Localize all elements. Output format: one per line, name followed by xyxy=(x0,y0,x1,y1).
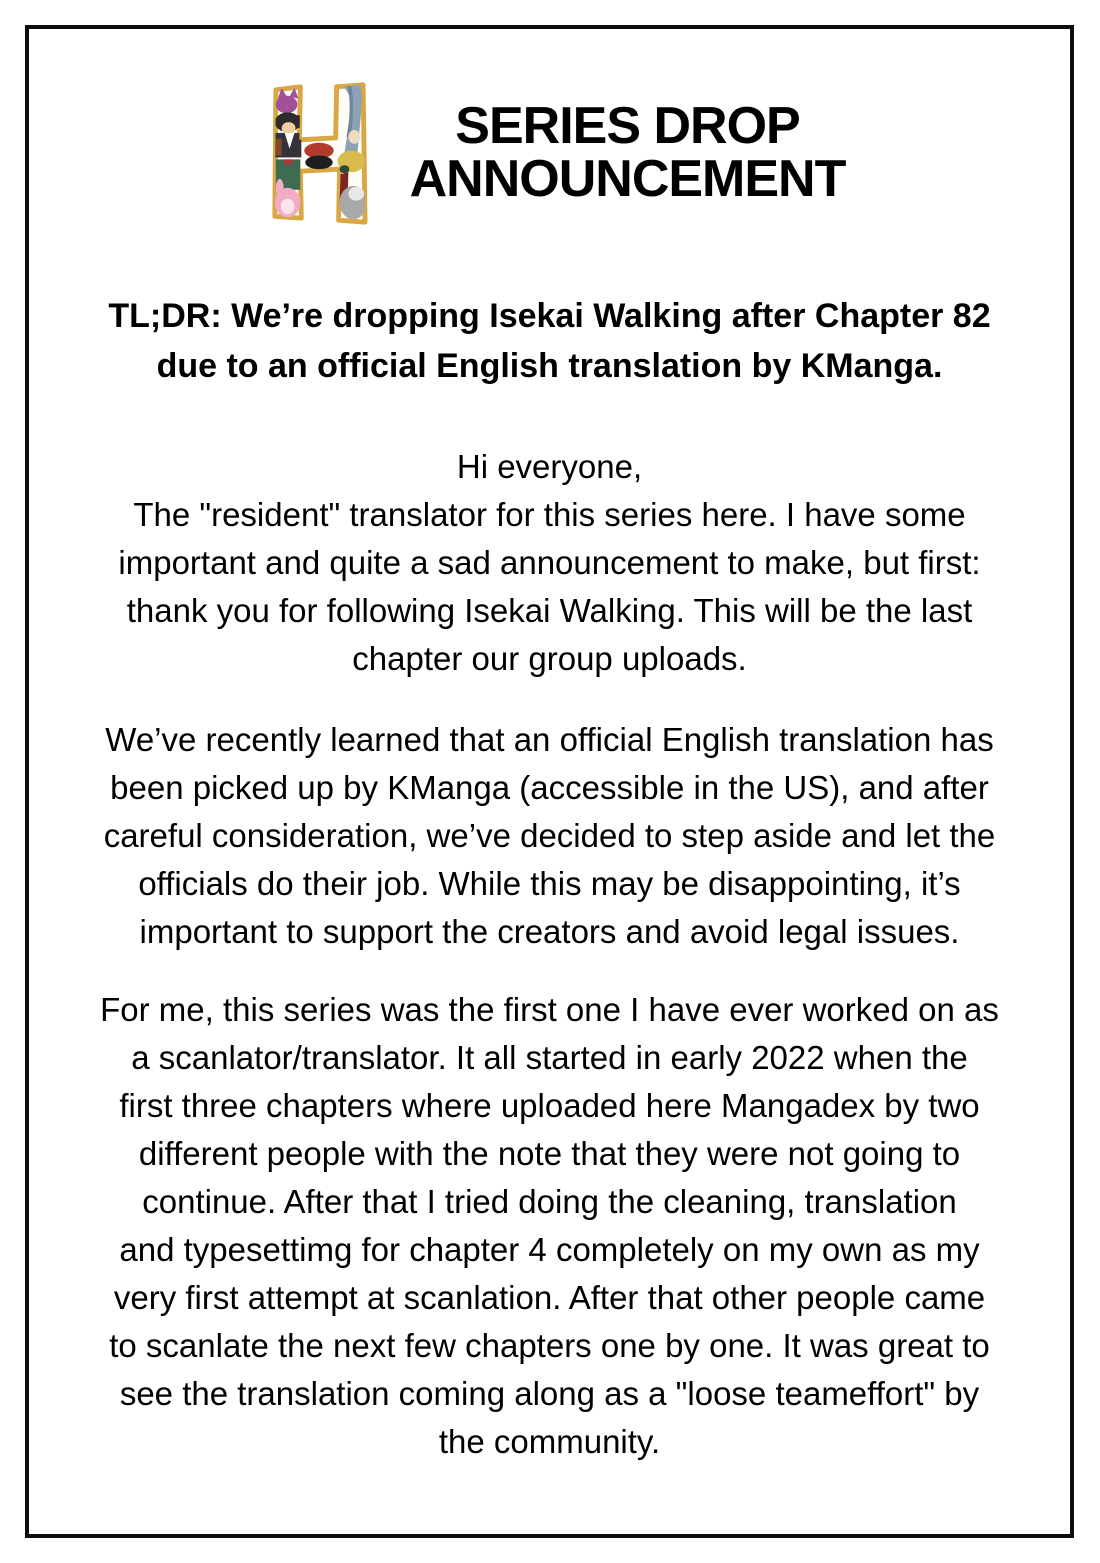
paragraph-greeting xyxy=(29,443,1070,683)
page-frame xyxy=(25,25,1074,1538)
paragraph-line: very first attempt at scanlation. After that other people came xyxy=(113,1279,986,1316)
paragraph-line: to scanlate the next few chapters one by one. It was great to xyxy=(109,1327,990,1364)
paragraph-line: continue. After that I tried doing the cleaning, translation xyxy=(142,1183,957,1220)
paragraph-line: For me, this series was the first one I have ever worked on as xyxy=(100,991,999,1028)
paragraph-line: The "resident" translator for this series here. I have some xyxy=(133,496,966,533)
page-title-line-1: SERIES DROP xyxy=(455,97,800,155)
page-title xyxy=(410,78,846,206)
announcement-header xyxy=(29,78,1070,230)
group-logo xyxy=(254,78,382,230)
paragraph-line: a scanlator/translator. It all started in early 2022 when the xyxy=(131,1039,968,1076)
paragraph-line: thank you for following Isekai Walking. This will be the last xyxy=(126,592,973,629)
paragraph-line: the community. xyxy=(438,1423,661,1460)
paragraph-line: first three chapters where uploaded here Mangadex by two xyxy=(119,1087,980,1124)
paragraph-line: important and quite a sad announcement to make, but first: xyxy=(118,544,981,581)
paragraph-line: see the translation coming along as a "loose teameffort" by xyxy=(119,1375,980,1412)
paragraph-line: and typesettimg for chapter 4 completely on my own as my xyxy=(119,1231,980,1268)
paragraph-line: careful consideration, we’ve decided to step aside and let the xyxy=(103,817,996,854)
tldr-summary xyxy=(29,291,1070,391)
paragraph-history xyxy=(29,986,1070,1466)
page-title-line-2: ANNOUNCEMENT xyxy=(409,150,846,208)
h-character-art xyxy=(273,84,366,219)
tldr-line: TL;DR: We’re dropping Isekai Walking after Chapter 82 xyxy=(108,297,991,335)
paragraph-line: chapter our group uploads. xyxy=(352,640,747,677)
paragraph-line: important to support the creators and avoid legal issues. xyxy=(139,913,960,950)
paragraph-line: Hi everyone, xyxy=(456,448,643,485)
tldr-line: due to an official English translation by KManga. xyxy=(156,347,943,385)
paragraph-line: been picked up by KManga (accessible in the US), and after xyxy=(110,769,989,806)
paragraph-official-translation xyxy=(29,716,1070,956)
paragraph-line: officials do their job. While this may be disappointing, it’s xyxy=(138,865,961,902)
h-letter-logo-icon xyxy=(254,78,382,230)
paragraph-line: different people with the note that they were not going to xyxy=(138,1135,961,1172)
paragraph-line: We’ve recently learned that an official English translation has xyxy=(105,721,994,758)
